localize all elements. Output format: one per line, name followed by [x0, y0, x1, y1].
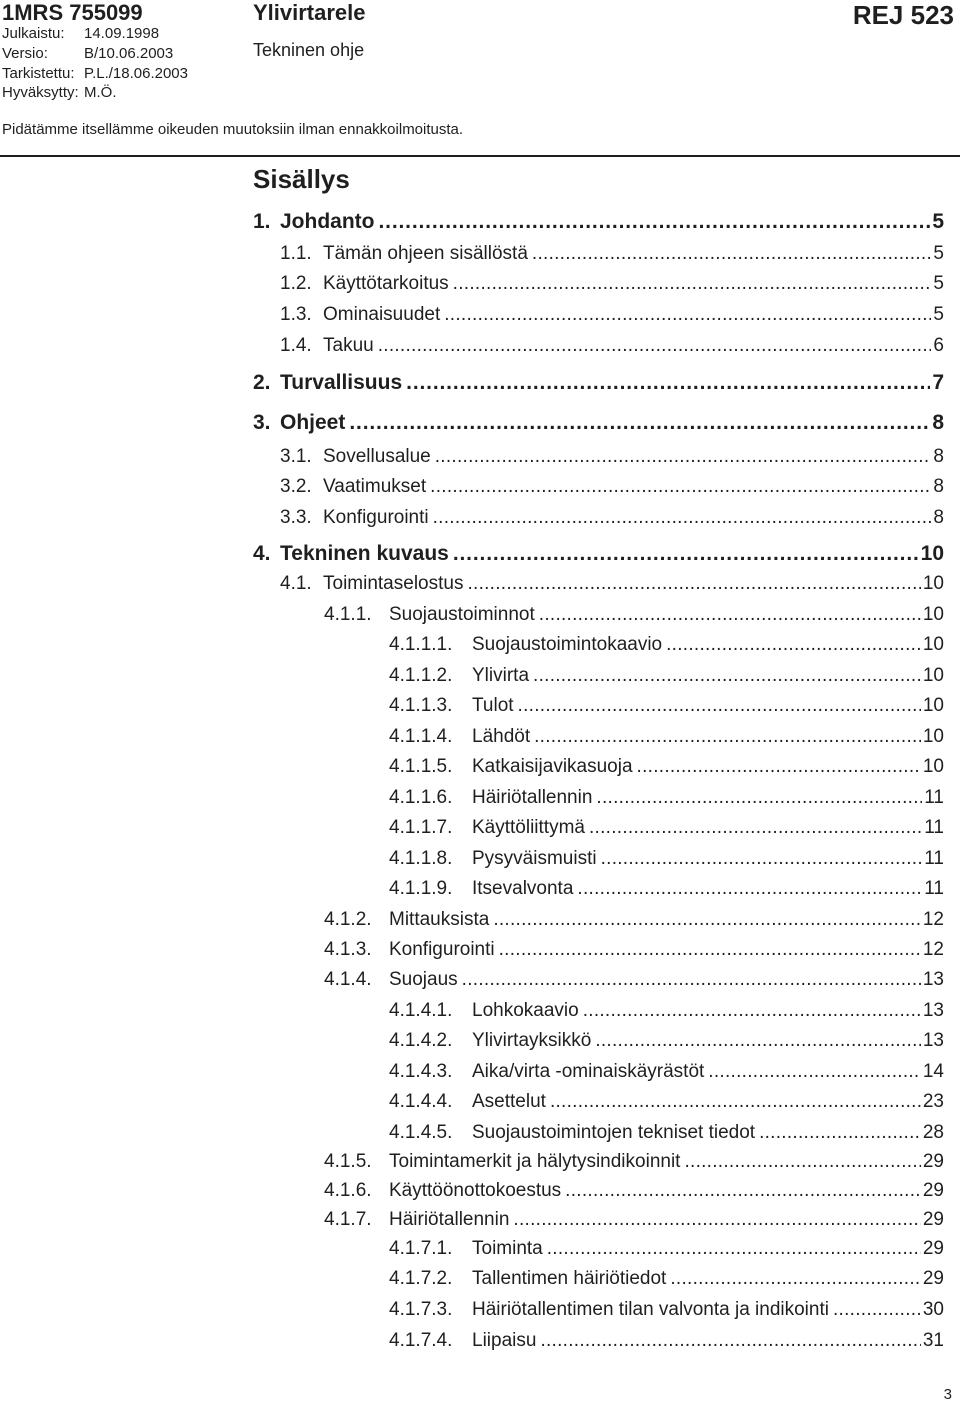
document-title: Ylivirtarele — [253, 0, 366, 25]
toc-entry-number: 4.1.1.7. — [389, 817, 453, 838]
toc-entry[interactable] — [389, 756, 944, 782]
toc-entry-number: 4.1.1.6. — [389, 787, 453, 808]
toc-entry[interactable] — [389, 878, 944, 904]
toc-entry-number: 4.1.2. — [324, 909, 372, 930]
toc-entry-title: Suojaustoimintokaavio — [472, 634, 663, 655]
toc-entry-number: 4. — [253, 542, 271, 565]
toc-entry-page: 29 — [922, 1209, 944, 1230]
toc-entry-page: 11 — [924, 878, 944, 899]
toc-entry-title: Häiriötallennin — [389, 1209, 510, 1230]
toc-entry-number: 4.1.4.5. — [389, 1122, 453, 1143]
toc-dot-leader — [601, 848, 923, 870]
toc-entry[interactable] — [389, 1299, 944, 1325]
toc-entry-title: Häiriötallentimen tilan valvonta ja indikointi — [472, 1299, 829, 1320]
toc-entry-title: Käyttöliittymä — [472, 817, 585, 838]
toc-entry-page: 29 — [922, 1268, 944, 1289]
toc-entry[interactable] — [280, 335, 944, 361]
meta-label: Versio: — [2, 45, 48, 62]
toc-entry-title: Katkaisijavikasuoja — [472, 756, 633, 777]
toc-entry[interactable] — [389, 817, 944, 843]
toc-entry-page: 28 — [922, 1122, 944, 1143]
toc-entry-page: 5 — [933, 304, 944, 325]
toc-entry-page: 11 — [924, 848, 944, 869]
toc-dot-leader — [533, 665, 921, 687]
disclaimer: Pidätämme itsellämme oikeuden muutoksiin ilman ennakkoilmoitusta. — [2, 121, 464, 138]
toc-entry[interactable] — [389, 1238, 944, 1264]
toc-entry-page: 5 — [932, 210, 944, 233]
toc-entry-number: 4.1.1.1. — [389, 634, 453, 655]
toc-entry-page: 11 — [924, 817, 944, 838]
toc-entry-number: 4.1.4.3. — [389, 1061, 453, 1082]
toc-entry-title: Suojaus — [389, 969, 458, 990]
toc-entry-number: 4.1.1. — [324, 604, 372, 625]
header-divider — [0, 155, 960, 157]
toc-entry-page: 29 — [922, 1180, 944, 1201]
toc-entry-title: Suojaustoimintojen tekniset tiedot — [472, 1122, 756, 1143]
toc-entry-title: Suojaustoiminnot — [389, 604, 535, 625]
toc-entry-page: 30 — [922, 1299, 944, 1320]
toc-entry[interactable] — [389, 1268, 944, 1294]
toc-entry[interactable] — [324, 1209, 944, 1235]
toc-dot-leader — [534, 726, 921, 748]
toc-entry-title: Lähdöt — [472, 726, 531, 747]
toc-entry[interactable] — [280, 304, 944, 330]
toc-entry-page: 8 — [933, 507, 944, 528]
toc-entry-title: Ohjeet — [280, 411, 346, 434]
toc-entry-page: 10 — [922, 634, 944, 655]
toc-dot-leader — [666, 634, 921, 656]
toc-entry-number: 4.1.4.2. — [389, 1030, 453, 1051]
toc-entry-number: 4.1.4. — [324, 969, 372, 990]
toc-entry-title: Vaatimukset — [323, 476, 427, 497]
toc-entry-number: 3.3. — [280, 507, 312, 528]
toc-dot-leader — [670, 1268, 921, 1290]
toc-entry-page: 10 — [922, 665, 944, 686]
toc-entry-page: 8 — [933, 446, 944, 467]
toc-entry[interactable] — [324, 1180, 944, 1206]
toc-entry-page: 7 — [932, 371, 944, 394]
toc-entry-title: Ylivirta — [472, 665, 530, 686]
toc-entry-number: 3.2. — [280, 476, 312, 497]
toc-dot-leader — [444, 304, 931, 326]
toc-entry-page: 5 — [933, 243, 944, 264]
toc-entry[interactable] — [389, 665, 944, 691]
toc-entry[interactable] — [389, 1122, 944, 1148]
toc-entry-number: 4.1.6. — [324, 1180, 372, 1201]
toc-entry[interactable] — [280, 476, 944, 502]
toc-entry-title: Itsevalvonta — [472, 878, 574, 899]
toc-entry-title: Käyttötarkoitus — [323, 273, 449, 294]
toc-entry-number: 4.1.5. — [324, 1151, 372, 1172]
toc-entry-number: 4.1.1.9. — [389, 878, 453, 899]
meta-checked — [2, 65, 188, 82]
toc-entry-page: 13 — [922, 1030, 944, 1051]
toc-entry-number: 1.3. — [280, 304, 312, 325]
toc-dot-leader — [708, 1061, 921, 1083]
toc-entry-page: 14 — [922, 1061, 944, 1082]
toc-entry-number: 1.4. — [280, 335, 312, 356]
toc-entry-page: 13 — [922, 1000, 944, 1021]
toc-entry-number: 1.2. — [280, 273, 312, 294]
toc-entry[interactable] — [389, 726, 944, 752]
toc-entry-number: 4.1. — [280, 573, 312, 594]
toc-entry-number: 4.1.1.8. — [389, 848, 453, 869]
toc-entry[interactable] — [324, 604, 944, 630]
toc-dot-leader — [499, 939, 921, 961]
toc-entry[interactable] — [389, 1330, 944, 1356]
toc-entry-page: 13 — [922, 969, 944, 990]
toc-entry[interactable] — [389, 787, 944, 813]
meta-version — [2, 45, 174, 62]
toc-entry-number: 4.1.7.3. — [389, 1299, 453, 1320]
toc-entry[interactable] — [280, 273, 944, 299]
toc-entry-page: 29 — [922, 1238, 944, 1259]
meta-label: Tarkistettu: — [2, 65, 75, 82]
toc-dot-leader — [462, 969, 921, 991]
toc-entry[interactable] — [280, 243, 944, 269]
meta-value: P.L./18.06.2003 — [84, 65, 188, 82]
toc-entry-number: 4.1.3. — [324, 939, 372, 960]
toc-entry-title: Häiriötallennin — [472, 787, 593, 808]
toc-dot-leader — [379, 210, 931, 234]
toc-entry-title: Asettelut — [472, 1091, 546, 1112]
toc-entry-page: 12 — [922, 909, 944, 930]
toc-entry-page: 23 — [922, 1091, 944, 1112]
toc-dot-leader — [378, 335, 932, 357]
toc-entry-page: 10 — [920, 542, 944, 565]
toc-entry-page: 8 — [932, 411, 944, 434]
toc-entry-title: Käyttöönottokoestus — [389, 1180, 562, 1201]
toc-dot-leader — [595, 1030, 921, 1052]
meta-value: M.Ö. — [84, 84, 117, 101]
toc-entry[interactable] — [280, 573, 944, 599]
toc-dot-leader — [518, 695, 921, 717]
toc-dot-leader — [349, 411, 930, 435]
toc-entry-title: Pysyväismuisti — [472, 848, 597, 869]
toc-entry-title: Aika/virta -ominaiskäyrästöt — [472, 1061, 705, 1082]
toc-entry-number: 2. — [253, 371, 271, 394]
toc-entry-title: Turvallisuus — [280, 371, 403, 394]
toc-entry[interactable] — [253, 411, 944, 437]
toc-entry[interactable] — [389, 1091, 944, 1117]
toc-entry[interactable] — [280, 446, 944, 472]
toc-entry-number: 4.1.7. — [324, 1209, 372, 1230]
toc-dot-leader — [589, 817, 922, 839]
toc-entry-title: Toiminta — [472, 1238, 543, 1259]
toc-dot-leader — [493, 909, 921, 931]
page-number: 3 — [943, 1386, 952, 1403]
toc-entry-page: 10 — [922, 756, 944, 777]
toc-entry-page: 12 — [922, 939, 944, 960]
toc-heading: Sisällys — [253, 164, 350, 194]
toc-entry-title: Toimintaselostus — [323, 573, 464, 594]
toc-dot-leader — [539, 604, 921, 626]
toc-dot-leader — [532, 243, 932, 265]
toc-entry-number: 1.1. — [280, 243, 312, 264]
toc-entry-number: 1. — [253, 210, 271, 233]
toc-dot-leader — [759, 1122, 921, 1144]
toc-entry[interactable] — [324, 909, 944, 935]
toc-entry-title: Tekninen kuvaus — [280, 542, 449, 565]
toc-dot-leader — [433, 507, 932, 529]
toc-entry-title: Ylivirtayksikkö — [472, 1030, 592, 1051]
toc-entry-title: Tulot — [472, 695, 514, 716]
toc-dot-leader — [540, 1330, 920, 1352]
toc-entry[interactable] — [389, 848, 944, 874]
toc-entry[interactable] — [389, 1030, 944, 1056]
toc-entry[interactable] — [389, 634, 944, 660]
toc-entry-title: Konfigurointi — [323, 507, 429, 528]
toc-dot-leader — [596, 787, 922, 809]
toc-entry[interactable] — [253, 210, 944, 236]
document-id: 1MRS 755099 — [2, 0, 143, 25]
toc-entry[interactable] — [253, 542, 944, 568]
toc-entry-number: 4.1.1.2. — [389, 665, 453, 686]
toc-entry-title: Mittauksista — [389, 909, 490, 930]
toc-entry-page: 29 — [922, 1151, 944, 1172]
toc-dot-leader — [577, 878, 922, 900]
toc-entry-title: Ominaisuudet — [323, 304, 441, 325]
toc-entry[interactable] — [324, 1151, 944, 1177]
toc-entry-page: 31 — [922, 1330, 944, 1351]
toc-entry-number: 3. — [253, 411, 271, 434]
toc-entry-title: Tallentimen häiriötiedot — [472, 1268, 667, 1289]
toc-dot-leader — [453, 273, 932, 295]
toc-entry[interactable] — [389, 1061, 944, 1087]
toc-entry-title: Takuu — [323, 335, 374, 356]
toc-entry-page: 10 — [922, 695, 944, 716]
toc-entry[interactable] — [389, 1000, 944, 1026]
toc-entry-title: Toimintamerkit ja hälytysindikoinnit — [389, 1151, 681, 1172]
meta-approved — [2, 84, 117, 101]
toc-entry-number: 4.1.4.1. — [389, 1000, 453, 1021]
toc-entry-page: 8 — [933, 476, 944, 497]
toc-entry-title: Johdanto — [280, 210, 375, 233]
toc-entry[interactable] — [253, 371, 944, 397]
meta-label: Julkaistu: — [2, 25, 65, 42]
toc-dot-leader — [467, 573, 920, 595]
toc-dot-leader — [565, 1180, 921, 1202]
toc-dot-leader — [547, 1238, 921, 1260]
toc-entry[interactable] — [389, 695, 944, 721]
toc-dot-leader — [430, 476, 931, 498]
toc-entry-number: 4.1.4.4. — [389, 1091, 453, 1112]
meta-value: 14.09.1998 — [84, 25, 160, 42]
meta-value: B/10.06.2003 — [84, 45, 174, 62]
toc-entry-page: 10 — [922, 573, 944, 594]
toc-entry-title: Konfigurointi — [389, 939, 495, 960]
toc-entry-number: 4.1.1.3. — [389, 695, 453, 716]
toc-entry-page: 6 — [933, 335, 944, 356]
toc-entry-page: 5 — [933, 273, 944, 294]
toc-entry-number: 4.1.7.2. — [389, 1268, 453, 1289]
meta-label: Hyväksytty: — [2, 84, 79, 101]
toc-entry[interactable] — [280, 507, 944, 533]
product-code: REJ 523 — [852, 0, 954, 30]
toc-dot-leader — [453, 542, 919, 566]
document-subtitle: Tekninen ohje — [253, 40, 365, 60]
toc-entry-page: 11 — [924, 787, 944, 808]
toc-entry-title: Sovellusalue — [323, 446, 431, 467]
toc-entry[interactable] — [324, 939, 944, 965]
toc-dot-leader — [684, 1151, 920, 1173]
toc-dot-leader — [406, 371, 930, 395]
toc-entry-number: 4.1.7.4. — [389, 1330, 453, 1351]
toc-dot-leader — [550, 1091, 921, 1113]
toc-entry-page: 10 — [922, 726, 944, 747]
toc-dot-leader — [583, 1000, 921, 1022]
toc-entry-number: 4.1.1.5. — [389, 756, 453, 777]
toc-entry-number: 4.1.1.4. — [389, 726, 453, 747]
meta-published — [2, 25, 160, 42]
toc-entry-number: 4.1.7.1. — [389, 1238, 453, 1259]
toc-dot-leader — [435, 446, 932, 468]
toc-entry-page: 10 — [922, 604, 944, 625]
toc-dot-leader — [513, 1209, 920, 1231]
toc-entry-number: 3.1. — [280, 446, 312, 467]
toc-entry-title: Tämän ohjeen sisällöstä — [323, 243, 528, 264]
toc-entry-title: Liipaisu — [472, 1330, 537, 1351]
toc-entry[interactable] — [324, 969, 944, 995]
toc-entry-title: Lohkokaavio — [472, 1000, 579, 1021]
toc-dot-leader — [637, 756, 921, 778]
toc-dot-leader — [833, 1299, 921, 1321]
